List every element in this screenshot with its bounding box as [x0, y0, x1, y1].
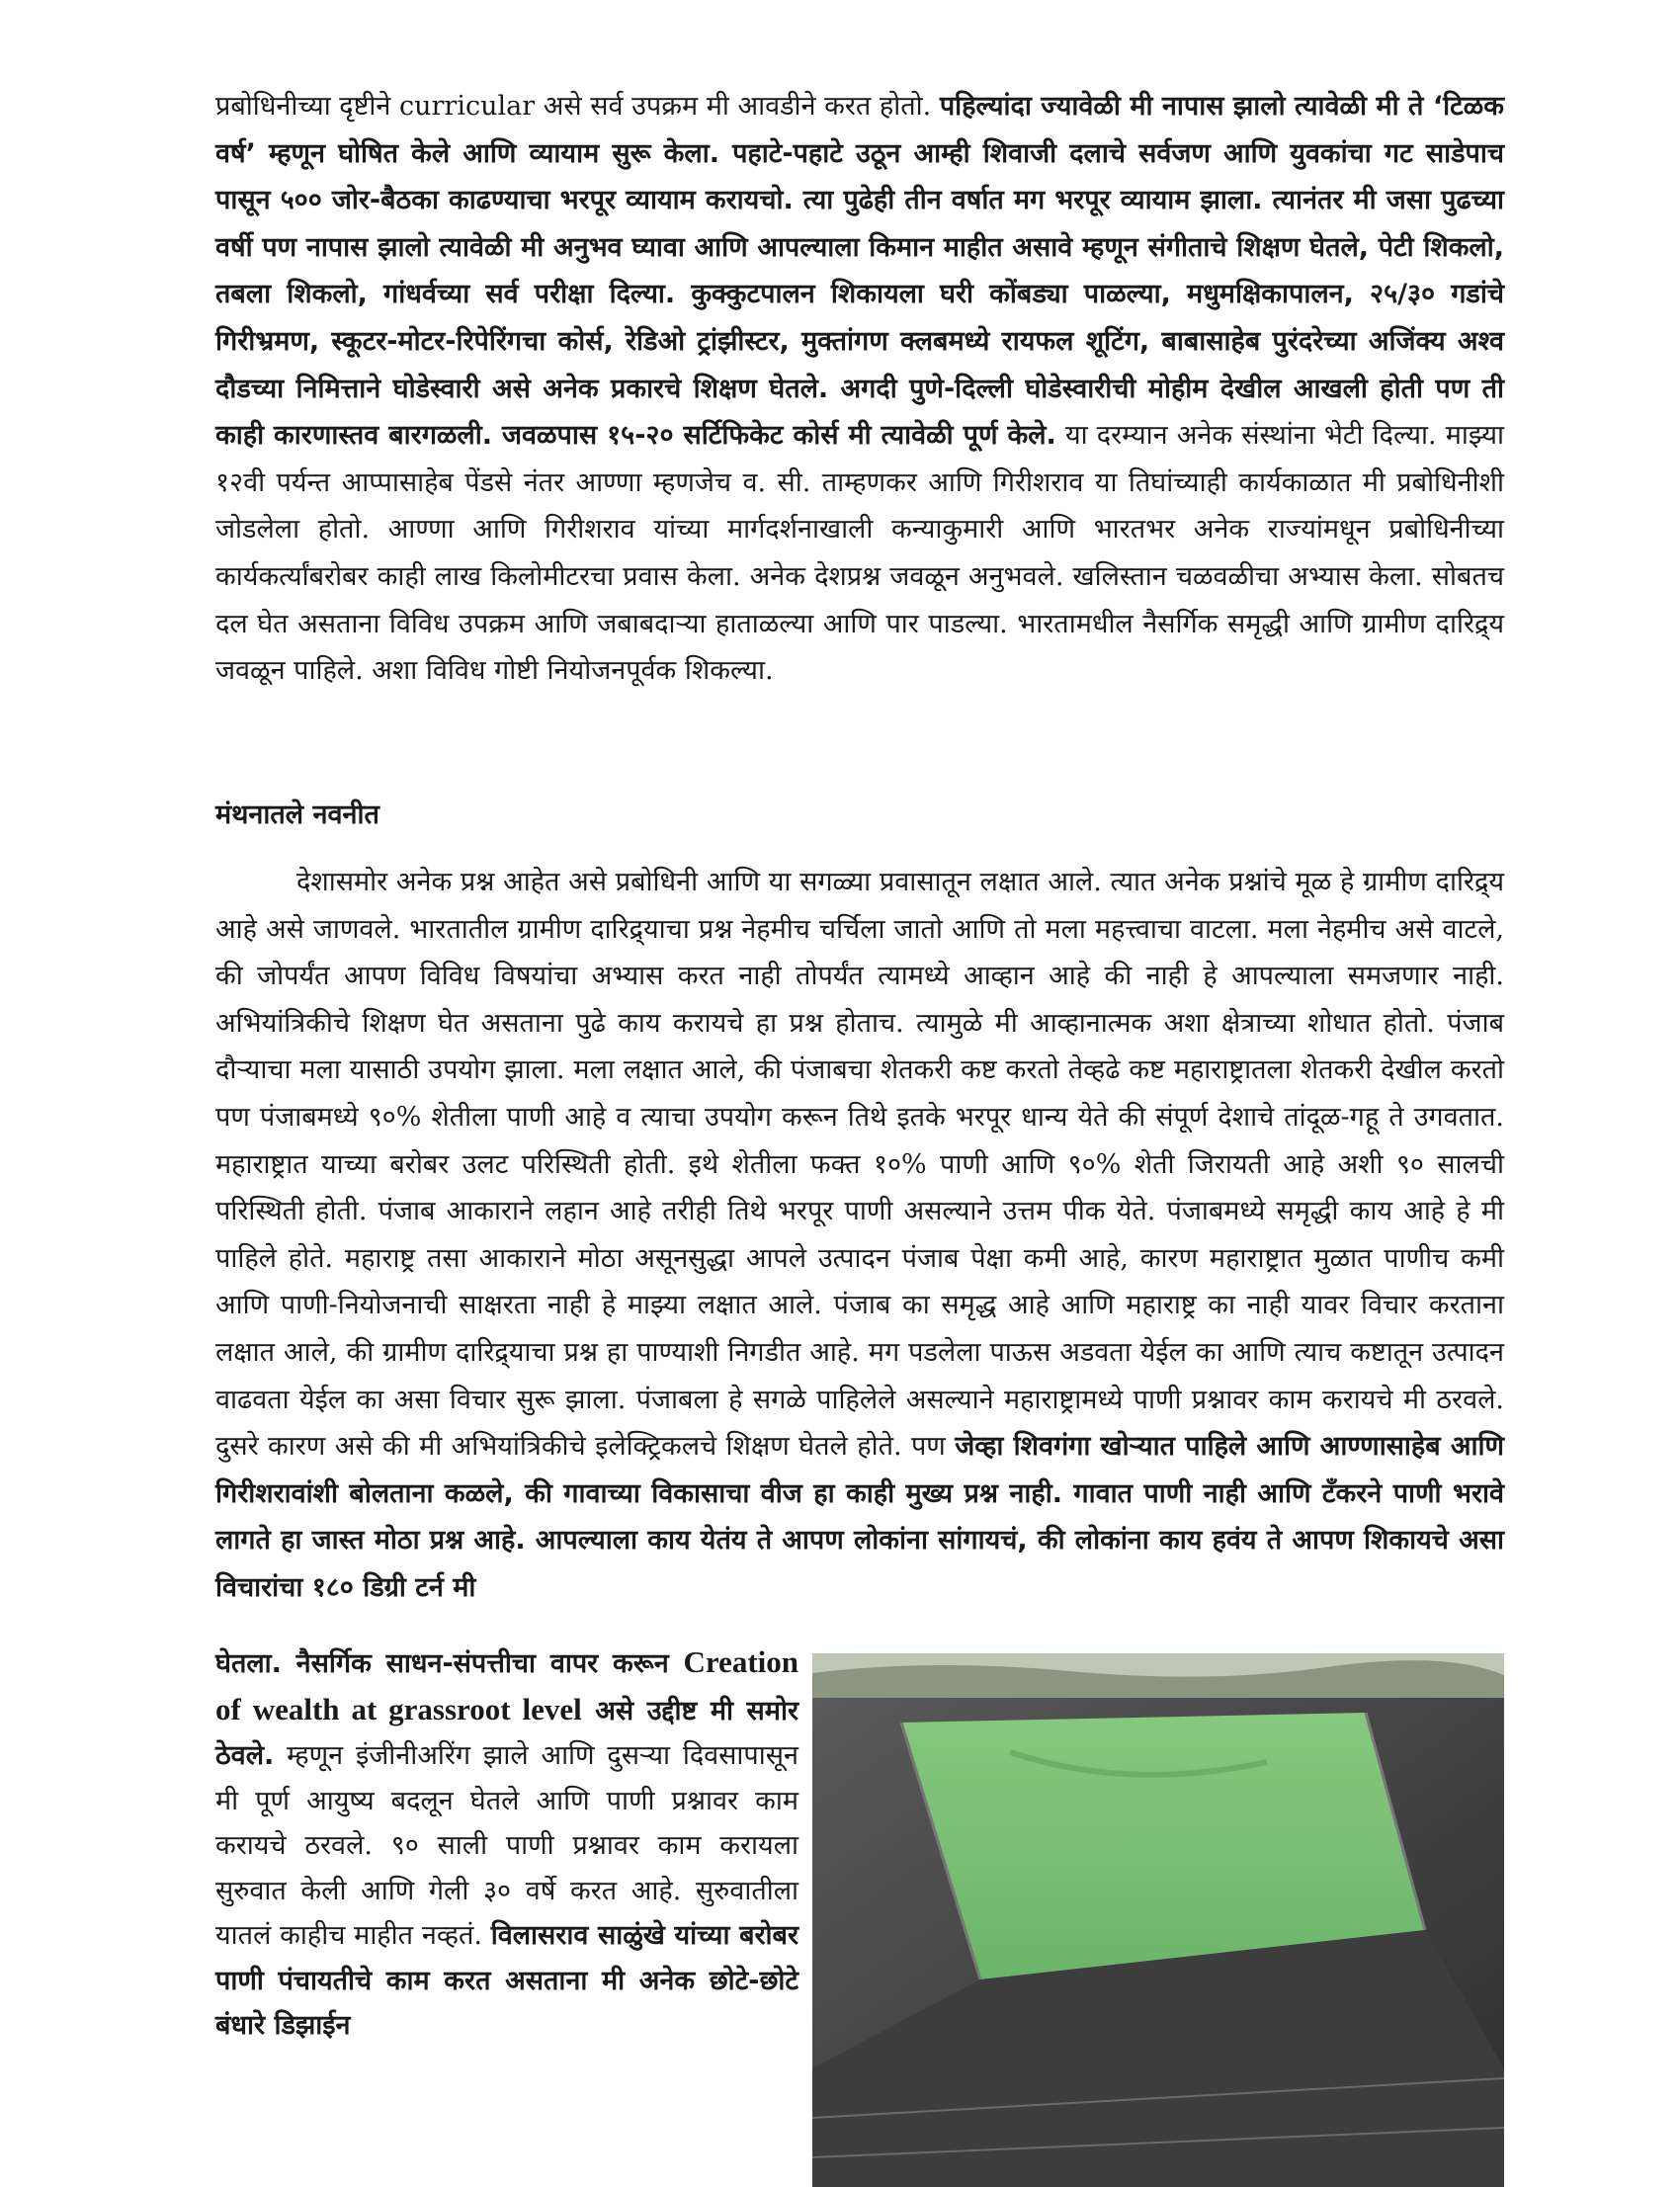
bottom-bold-text: घेतला. नैसर्गिक साधन-संपत्तीचा वापर करून — [215, 1648, 684, 1679]
section-bold-text: जेव्हा शिवगंगा खोऱ्यात पाहिले आणि आण्णासाहेब आणि गिरीशरावांशी बोलताना कळले, की गावाच्या विकासाचा वीज हा काही मुख्य प्रश्न नाही. गावात पाणी नाही आणि टँकरने पाणी भरावे लागते हा जास्त मोठा प्रश्न आहे. आपल्याला काय येतंय ते आपण लोकांना सांगायचं, की लोकांना काय हवंय ते आपण शिकायचे असा विचारांचा १८० डिग्री टर्न मी — [215, 1431, 1505, 1603]
intro-text: प्रबोधिनीच्या दृष्टीने curricular असे सर्व उपक्रम मी आवडीने करत होतो. — [215, 91, 940, 122]
bottom-block — [215, 1640, 1504, 2187]
intro-bold-text: पहिल्यांदा ज्यावेळी मी नापास झालो त्यावेळी मी ते ‘टिळक वर्ष’ म्हणून घोषित केले आणि व्यायाम सुरू केला. पहाटे-पहाटे उठून आम्ही शिवाजी दलाचे सर्वजण आणि युवकांचा गट साडेपाच पासून ५०० जोर-बैठका काढण्याचा भरपूर व्यायाम करायचो. त्या पुढेही तीन वर्षात मग भरपूर व्यायाम झाला. त्यानंतर मी जसा पुढच्या वर्षी पण नापास झालो त्यावेळी मी अनुभव घ्यावा आणि आपल्याला किमान माहीत असावे म्हणून संगीताचे शिक्षण घेतले, पेटी शिकलो, तबला शिकलो, गांधर्वच्या सर्व परीक्षा दिल्या. कुक्कुटपालन शिकायला घरी कोंबड्या पाळल्या, मधुमक्षिकापालन, २५/३० गडांचे गिरीभ्रमण, स्कूटर-मोटर-रिपेरिंगचा कोर्स, रेडिओ ट्रांझीस्टर, मुक्तांगण क्लबमध्ये रायफल शूटिंग, बाबासाहेब पुरंदरेच्या अजिंक्य अश्व दौडच्या निमित्ताने घोडेस्वारी असे अनेक प्रकारचे शिक्षण घेतले. अगदी पुणे-दिल्ली घोडेस्वारीची मोहीम देखील आखली होती पण ती काही कारणास्तव बारगळली. जवळपास १५-२० सर्टिफिकेट कोर्स मी त्यावेळी पूर्ण केले. — [215, 91, 1504, 452]
bottom-english-text: Creation of wealth at grassroot level — [215, 1644, 798, 1726]
paragraph-section — [215, 859, 1504, 1612]
section-body — [215, 859, 1504, 1612]
intro-text-continued: या दरम्यान अनेक संस्थांना भेटी दिल्या. माझ्या १२वी पर्यन्त आप्पासाहेब पेंडसे नंतर आण्णा म्हणजेच व. सी. ताम्हणकर आणि गिरीशराव या तिघांच्याही कार्यकाळात मी प्रबोधिनीशी जोडलेला होतो. आण्णा आणि गिरीशराव यांच्या मार्गदर्शनाखाली कन्याकुमारी आणि भारतभर अनेक राज्यांमधून प्रबोधिनीच्या कार्यकर्त्यांबरोबर काही लाख किलोमीटरचा प्रवास केला. अनेक देशप्रश्न जवळून अनुभवले. खलिस्तान चळवळीचा अभ्यास केला. सोबतच दल घेत असताना विविध उपक्रम आणि जबाबदाऱ्या हाताळल्या आणि पार पाडल्या. भारतामधील नैसर्गिक समृद्धी आणि ग्रामीण दारिद्र्य जवळून पाहिले. अशा विविध गोष्टी नियोजनपूर्वक शिकल्या. — [215, 420, 1504, 687]
paragraph-intro — [215, 83, 1504, 695]
document-page — [215, 83, 1505, 2041]
section-heading: मंथनातले नवनीत — [215, 799, 379, 830]
farm-pond-photo — [812, 1653, 1504, 2187]
section-text: देशासमोर अनेक प्रश्न आहेत असे प्रबोधिनी आणि या सगळ्या प्रवासातून लक्षात आले. त्यात अनेक प्रश्नांचे मूळ हे ग्रामीण दारिद्र्य आहे असे जाणवले. भारतातील ग्रामीण दारिद्र्याचा प्रश्न नेहमीच चर्चिला जातो आणि तो मला महत्त्वाचा वाटला. मला नेहमीच असे वाटले, की जोपर्यंत आपण विविध विषयांचा अभ्यास करत नाही तोपर्यंत त्यामध्ये आव्हान आहे की नाही हे आपल्याला समजणार नाही. अभियांत्रिकीचे शिक्षण घेत असताना पुढे काय करायचे हा प्रश्न होताच. त्यामुळे मी आव्हानात्मक अशा क्षेत्राच्या शोधात होतो. पंजाब दौऱ्याचा मला यासाठी उपयोग झाला. मला लक्षात आले, की पंजाबचा शेतकरी कष्ट करतो तेव्हढे कष्ट महाराष्ट्रातला शेतकरी देखील करतो पण पंजाबमध्ये ९०% शेतीला पाणी आहे व त्याचा उपयोग करून तिथे इतके भरपूर धान्य येते की संपूर्ण देशाचे तांदूळ-गहू ते उगवतात. महाराष्ट्रात याच्या बरोबर उलट परिस्थिती होती. इथे शेतीला फक्त १०% पाणी आणि ९०% शेती जिरायती आहे अशी ९० सालची परिस्थिती होती. पंजाब आकाराने लहान आहे तरीही तिथे भरपूर पाणी असल्याने उत्तम पीक येते. पंजाबमध्ये समृद्धी काय आहे हे मी पाहिले होते. महाराष्ट्र तसा आकाराने मोठा असूनसुद्धा आपले उत्पादन पंजाब पेक्षा कमी आहे, कारण महाराष्ट्रात मुळात पाणीच कमी आणि पाणी-नियोजनाची साक्षरता नाही हे माझ्या लक्षात आले. पंजाब का समृद्ध आहे आणि महाराष्ट्र का नाही यावर विचार करताना लक्षात आले, की ग्रामीण दारिद्र्याचा प्रश्न हा पाण्याशी निगडीत आहे. मग पडलेला पाऊस अडवता येईल का आणि त्याच कष्टातून उत्पादन वाढवता येईल का असा विचार सुरू झाला. पंजाबला हे सगळे पाहिलेले असल्याने महाराष्ट्रामध्ये पाणी प्रश्नावर काम करायचे मी ठरवले. दुसरे कारण असे की मी अभियांत्रिकीचे इलेक्ट्रिकलचे शिक्षण घेतले होते. पण — [215, 867, 1504, 1463]
bottom-text: म्हणून इंजीनीअरिंग झाले आणि दुसऱ्या दिवसापासून मी पूर्ण आयुष्य बदलून घेतले आणि पाणी प्रश्नावर काम करायचे ठरवले. ९० साली पाणी प्रश्नावर काम करायला सुरुवात केली आणि गेली ३० वर्षे करत आहे. सुरुवातीला यातलं काहीच माहीत नव्हतं. — [215, 1740, 798, 1951]
bottom-bold-text-3: विलासराव साळुंखे यांच्या बरोबर पाणी पंचायतीचे काम करत असताना मी अनेक छोटे-छोटे बंधारे डिझाईन — [215, 1920, 798, 2041]
bottom-bold-text-2: असे उद्दीष्ट मी समोर ठेवले. — [215, 1695, 798, 1771]
farm-pond-image — [812, 1653, 1504, 2187]
